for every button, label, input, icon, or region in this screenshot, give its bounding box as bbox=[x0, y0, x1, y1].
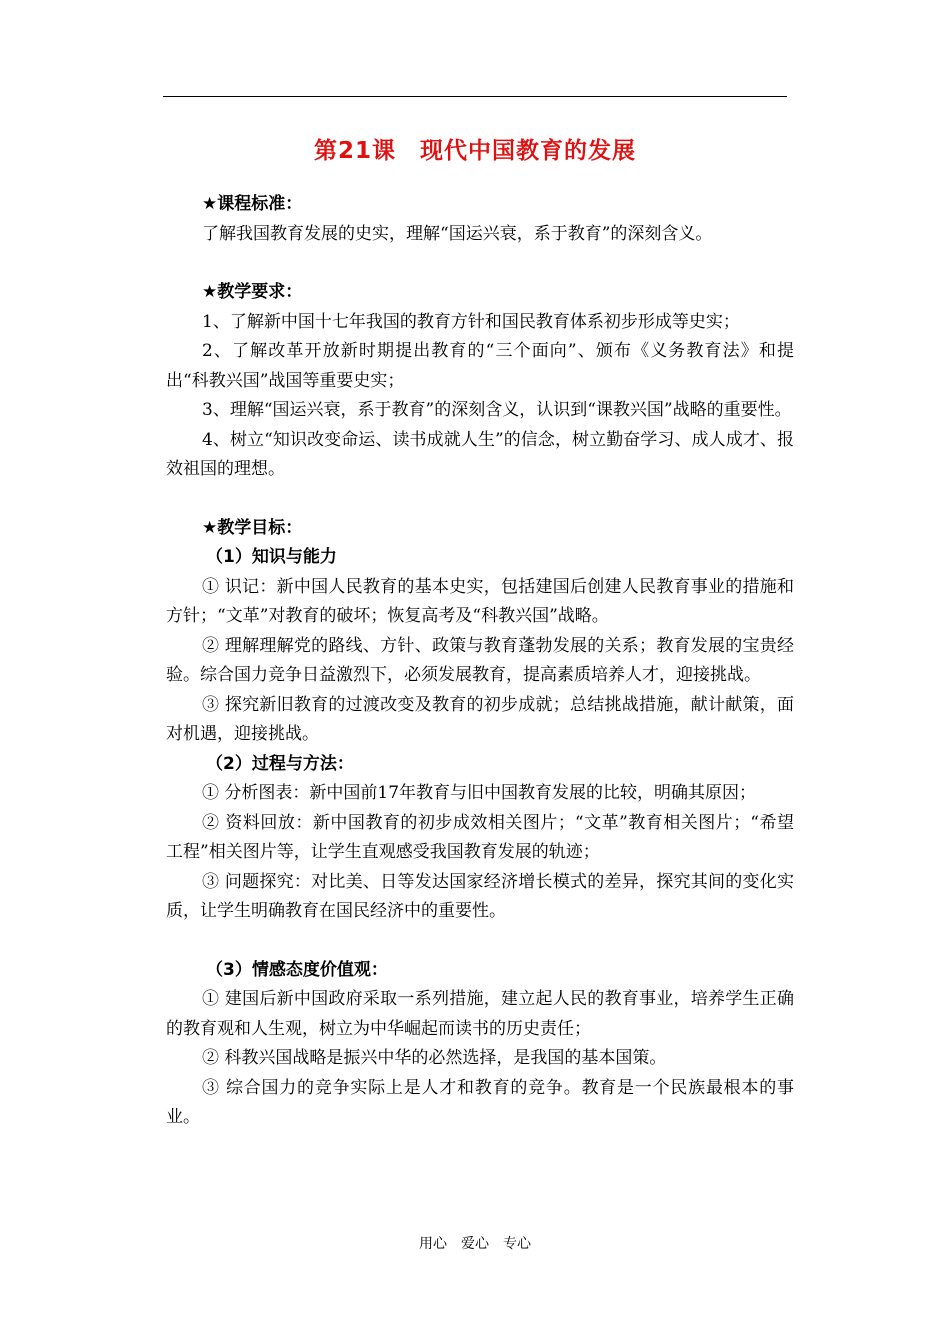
document-body bbox=[166, 190, 794, 1133]
teaching-objectives-heading: ★教学目标： bbox=[202, 517, 303, 538]
emotion-values-heading: （3）情感态度价值观： bbox=[206, 959, 388, 980]
objective-item: ③ 探究新旧教育的过渡改变及教育的初步成就；总结挑战措施，献计献策，面对机遇，迎接挑战。 bbox=[166, 694, 794, 744]
requirement-item: 2、了解改革开放新时期提出教育的“三个面向”、颁布《义务教育法》和提出“科教兴国”战国等重要史实； bbox=[166, 341, 794, 391]
knowledge-ability-heading: （1）知识与能力 bbox=[206, 547, 337, 567]
objective-item: ② 资料回放：新中国教育的初步成效相关图片；“文革”教育相关图片；“希望工程”相关图片等，让学生直观感受我国教育发展的轨迹； bbox=[166, 812, 794, 862]
objective-item: ③ 问题探究：对比美、日等发达国家经济增长模式的差异，探究其间的变化实质，让学生明确教育在国民经济中的重要性。 bbox=[166, 871, 794, 921]
objective-item: ③ 综合国力的竞争实际上是人才和教育的竞争。教育是一个民族最根本的事业。 bbox=[166, 1077, 794, 1127]
objective-item: ② 理解理解党的路线、方针、政策与教育蓬勃发展的关系；教育发展的宝贵经验。综合国力竞争日益激烈下，必须发展教育，提高素质培养人才，迎接挑战。 bbox=[166, 635, 794, 685]
page-title: 第21课 现代中国教育的发展 bbox=[313, 138, 636, 164]
course-standard-text: 了解我国教育发展的史实，理解“国运兴衰，系于教育”的深刻含义。 bbox=[202, 223, 713, 244]
objective-item: ① 分析图表：新中国前17年教育与旧中国教育发展的比较，明确其原因； bbox=[202, 783, 757, 803]
objective-item: ② 科教兴国战略是振兴中华的必然选择，是我国的基本国策。 bbox=[202, 1048, 667, 1068]
objective-item: ① 识记：新中国人民教育的基本史实，包括建国后创建人民教育事业的措施和方针；“文革”对教育的破坏；恢复高考及“科教兴国”战略。 bbox=[166, 576, 794, 626]
page-footer: 用心 爱心 专心 bbox=[419, 1236, 531, 1252]
requirement-item: 4、树立“知识改变命运、读书成就人生”的信念，树立勤奋学习、成人成才、报效祖国的理想。 bbox=[166, 429, 794, 479]
process-method-heading: （2）过程与方法： bbox=[206, 753, 354, 774]
course-standard-heading: ★课程标准： bbox=[202, 194, 303, 214]
requirement-item: 1、了解新中国十七年我国的教育方针和国民教育体系初步形成等史实； bbox=[202, 311, 740, 332]
header-rule bbox=[163, 96, 787, 97]
objective-item: ① 建国后新中国政府采取一系列措施，建立起人民的教育事业，培养学生正确的教育观和人生观，树立为中华崛起而读书的历史责任； bbox=[166, 989, 794, 1039]
requirement-item: 3、理解“国运兴衰，系于教育”的深刻含义，认识到“课教兴国”战略的重要性。 bbox=[202, 400, 792, 420]
teaching-requirements-heading: ★教学要求： bbox=[202, 282, 303, 302]
